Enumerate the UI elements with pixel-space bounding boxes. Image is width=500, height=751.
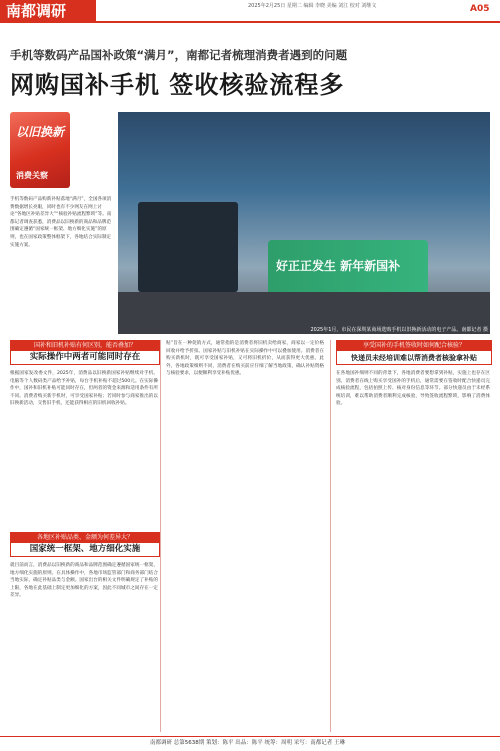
section-title: 国家统一框架、地方细化实施 [29, 544, 141, 554]
page-number: A05 [470, 4, 490, 14]
section-question: 国补和旧机补贴有何区别，能否叠加？ [11, 341, 159, 351]
lead-illustration-title: 以旧换新 [16, 125, 65, 139]
issue-info: 2025年2月25日 星期二 编辑 李晓 美编 刘江 校对 刘继文 [248, 3, 377, 9]
section-body-1: 根据国家发改委文件，2025年，消费品以旧换新国家补贴继续对手机、电脑等个人数码类产品给予补贴，每台手机补贴不超过500元。在实际操作中，国补和旧机补贴可能同时存在，但两者的资金来源和适用条件有所不同。消费者购买新手机时，可享受国家补贴；若同时参与商家推出的以旧换新活动，交售旧手机，还能获得相应的旧机回收补贴。 [10, 371, 158, 407]
section-head-2 [10, 532, 160, 557]
column-divider [160, 340, 161, 732]
section-body-2: 就目前而言，消费品以旧换新的商品和品牌范围确定遵循国家统一框架、地方细化实施的原则。在具体操作中，各地市场监管部门和商务部门结合当地实际，确定补贴品类与金额。国家出台的相关文件明确规定了补贴的上限，各地在此基础上制定更加细化的方案，因此不同城市之间存在一定差异。 [10, 563, 158, 599]
headline: 网购国补手机 签收核验流程多 [10, 70, 345, 99]
section-head-3 [336, 340, 492, 365]
footer-credits: 南都调研 总第5638期 策划：陈平 出品：陈平 统筹：周明 采写：南都记者 王琳 [150, 740, 345, 746]
promo-sign-text: 好正正发生 新年新国补 [276, 259, 401, 273]
lead-illustration-caption: 消费关察 [16, 171, 48, 180]
lead-illustration [10, 112, 70, 188]
subtitle: 手机等数码产品国补政策“满月”，南都记者梳理消费者遇到的问题 [10, 48, 348, 62]
section-title: 快递员未经培训难以帮消费者核验拿补贴 [351, 353, 477, 362]
phone-display [138, 202, 238, 292]
photo-caption: 2025年1月，市民在深圳某商场选购手机以旧换新活动的电子产品。南都记者 摄 [310, 327, 488, 333]
section-question: 享受国补的手机签收时如何配合核验？ [337, 341, 491, 351]
lead-paragraph: 手机等数码产品购新补贴落地“满月”，全国各项消费数据增长亮眼，同时也有不少网友在网上讨论“各地区补贴差异大”“核验补贴流程繁琐”等。南都记者调查获悉，消费品以旧换新的商品和品牌范围确定遵循“国家统一框架、地方细化实施”的原则，也在国家政策整体框架下，各地结合实际制定实施方案。 [10, 197, 112, 248]
middle-column-text: 贴”旨在一种促销方式，通常指的是消费者将旧机卖给商家，商家以一定价格回收并给予折扣。国家补贴与旧机补贴在实际操作中可以叠加使用。消费者在购买新机时，既可享受国家补贴，又可将旧机折价，从而获得更大优惠。此外，各地政策细则不同，消费者在购买前应仔细了解当地政策，确认补贴资格与核验要求，以便顺利享受补贴优惠。 [166, 341, 324, 377]
section-body-3: 在各地国补细则不同的背景下，各地消费者要想拿到补贴，实施上也存在区别。消费者在线上购买享受国补的手机后，通常需要在签收时配合快递员完成核验流程，包括拍照上传、核对身份信息等环节。部分快递员由于未经系统培训，难以帮助消费者顺利完成核验，导致签收流程繁琐，影响了消费体验。 [336, 371, 490, 407]
header-rule [0, 21, 500, 23]
section-question: 各地区补贴品类、金额为何差异大？ [11, 533, 159, 543]
section-head-1 [10, 340, 160, 365]
news-photo [118, 112, 490, 334]
section-brand: 南都调研 [0, 0, 96, 22]
column-divider [330, 340, 331, 732]
section-title: 实际操作中两者可能同时存在 [29, 352, 141, 362]
